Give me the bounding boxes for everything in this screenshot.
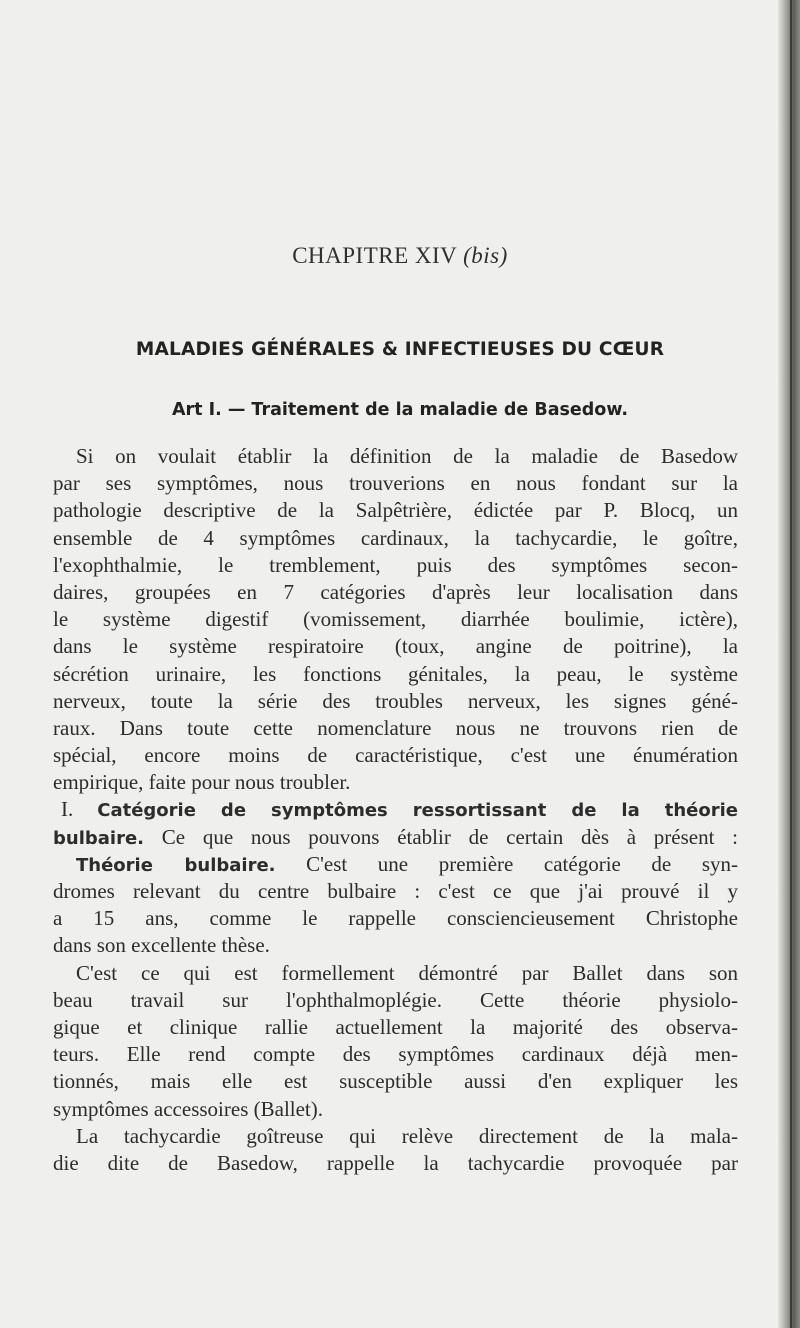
part-title: MALADIES GÉNÉRALES & INFECTIEUSES DU CŒUR [135, 339, 665, 360]
text-line: empirique, faite pour nous troubler. [53, 770, 351, 795]
text-line: ensemble de 4 symptômes cardinaux, la tachycardie, le goître, [53, 525, 738, 550]
text-line [53, 824, 738, 851]
text-line: daires, groupées en 7 catégories d'après leur localisation dans [53, 579, 738, 604]
category-heading [53, 796, 738, 823]
text-line: l'exophthalmie, le tremblement, puis des symptômes secon- [53, 552, 738, 577]
text-line [53, 851, 738, 878]
text-line: dromes relevant du centre bulbaire : c'est ce que j'ai prouvé il y [53, 879, 738, 903]
text-line: sécrétion urinaire, les fonctions génitales, la peau, le système [53, 661, 738, 686]
category-number: I. [61, 797, 74, 822]
text-line: beau travail sur l'ophthalmoplégie. Cette théorie physiolo- [53, 987, 738, 1012]
text-line: La tachycardie goîtreuse qui relève directement de la mala- [76, 1123, 738, 1148]
category-heading-text: Catégorie de symptômes ressortissant de la théorie [97, 800, 738, 822]
text-line: pathologie descriptive de la Salpêtrière, édictée par P. Blocq, un [53, 498, 738, 523]
text-line: C'est ce qui est formellement démontré par Ballet dans son [76, 960, 738, 985]
chapter-title-bis: (bis) [463, 243, 508, 268]
text-line: raux. Dans toute cette nomenclature nous ne trouvons rien de [53, 715, 738, 740]
text-line: nerveux, toute la série des troubles nerveux, les signes géné- [53, 688, 738, 713]
text-line: a 15 ans, comme le rappelle consciencieusement Christophe [53, 906, 738, 931]
text-line: dans le système respiratoire (toux, angine de poitrine), la [53, 634, 738, 659]
text-line: die dite de Basedow, rappelle la tachycardie provoquée par [53, 1150, 738, 1175]
category-heading-cont: bulbaire. [53, 827, 144, 849]
text-line: dans son excellente thèse. [53, 933, 270, 958]
body-text [53, 443, 738, 1177]
text-line: par ses symptômes, nous trouverions en nous fondant sur la [53, 471, 738, 496]
text-line: le système digestif (vomissement, diarrhée boulimie, ictère), [53, 607, 738, 632]
chapter-title [0, 243, 800, 269]
text-line: gique et clinique rallie actuellement la majorité des observa- [53, 1014, 738, 1039]
page-edge [778, 0, 800, 1328]
chapter-title-text: CHAPITRE XIV [292, 243, 457, 268]
text-line: spécial, encore moins de caractéristique, c'est une énumération [53, 743, 738, 768]
category-after-heading: Ce que nous pouvons établir de certain dès à présent : [161, 824, 739, 849]
text-line: symptômes accessoires (Ballet). [53, 1096, 324, 1121]
article-title: Art I. — Traitement de la maladie de Basedow. [171, 400, 629, 420]
page-binding-line [790, 0, 792, 1328]
text-line: Si on voulait établir la définition de la maladie de Basedow [76, 444, 738, 468]
theory-label: Théorie bulbaire. [76, 854, 276, 876]
text-line: teurs. Elle rend compte des symptômes cardinaux déjà men- [53, 1042, 738, 1067]
theory-text: C'est une première catégorie de syn- [306, 851, 738, 876]
text-line: tionnés, mais elle est susceptible aussi d'en expliquer les [53, 1069, 738, 1094]
